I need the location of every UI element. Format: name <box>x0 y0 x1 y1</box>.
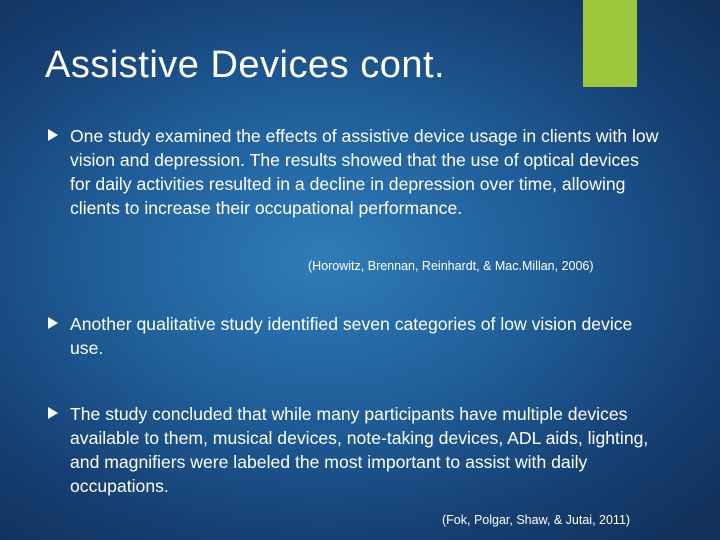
bullet-item <box>48 124 678 220</box>
slide-title: Assistive Devices cont. <box>45 44 446 86</box>
citation: (Fok, Polgar, Shaw, & Jutai, 2011) <box>442 513 631 527</box>
accent-bar <box>583 0 637 87</box>
arrow-bullet-icon <box>48 317 58 329</box>
bullet-text: The study concluded that while many participants have multiple devices available to them, musical devices, note-taking devices, ADL aids, lighting, and magnifiers were labeled the most important to assist with daily occupations. <box>70 404 649 496</box>
bullet-text: Another qualitative study identified seven categories of low vision device use. <box>70 314 633 358</box>
bullet-item <box>48 402 678 498</box>
arrow-bullet-icon <box>48 129 58 141</box>
arrow-bullet-icon <box>48 407 58 419</box>
bullet-text: One study examined the effects of assistive device usage in clients with low vision and depression. The results showed that the use of optical devices for daily activities resulted in a decline in depression over time, allowing clients to increase their occupational performance. <box>70 126 659 218</box>
bullet-item <box>48 312 678 360</box>
citation: (Horowitz, Brennan, Reinhardt, & Mac.Millan, 2006) <box>308 259 594 273</box>
